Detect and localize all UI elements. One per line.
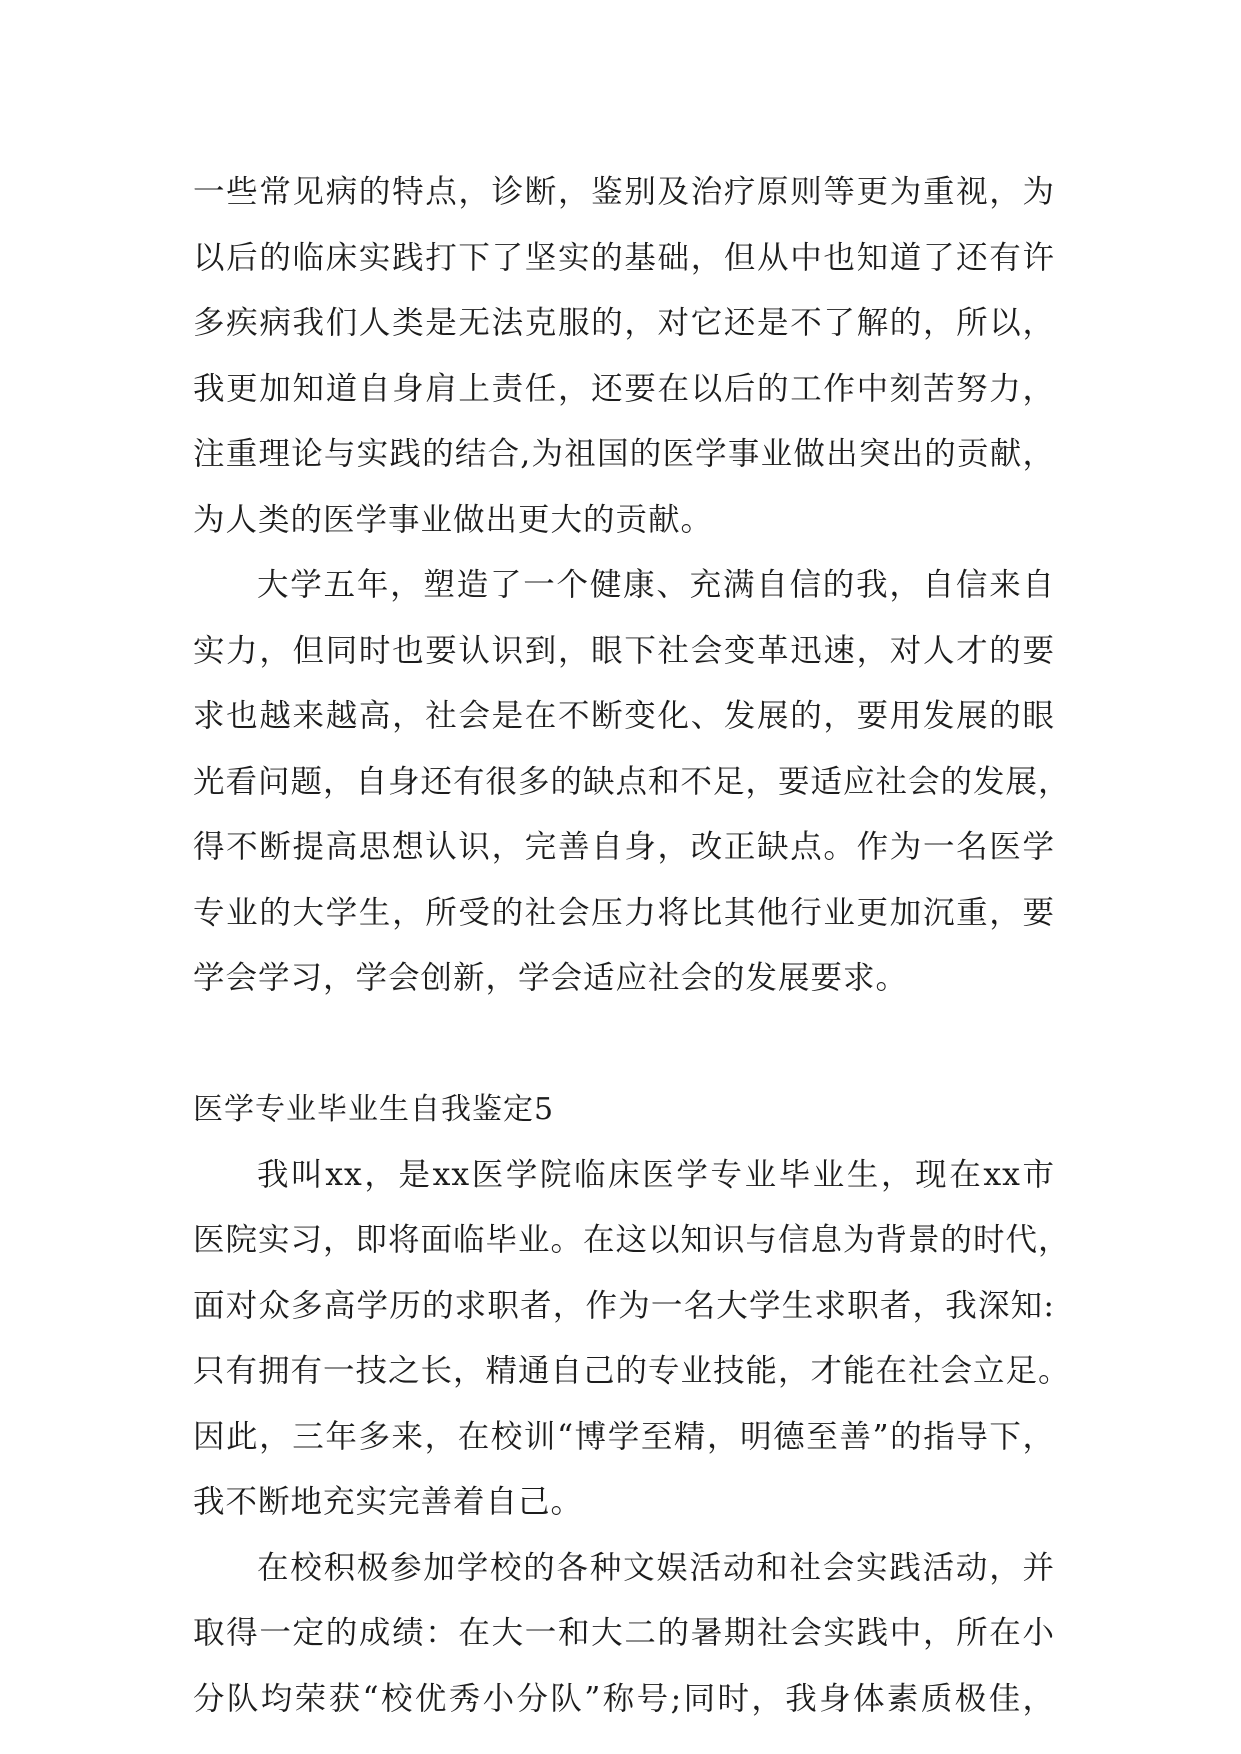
- text-line: 我不断地充实完善着自己。: [193, 1484, 584, 1520]
- section-heading: 医学专业毕业生自我鉴定5: [193, 1092, 555, 1127]
- text-line: 分队均荣获“校优秀小分队”称号;同时，我身体素质极佳，: [193, 1680, 1055, 1717]
- paragraph-1: [193, 160, 1055, 553]
- paragraph-2: [193, 553, 1071, 1012]
- paragraph-3: [193, 1143, 1071, 1536]
- text-line: 专业的大学生，所受的社会压力将比其他行业更加沉重，要: [193, 894, 1055, 931]
- text-line: 取得一定的成绩：在大一和大二的暑期社会实践中，所在小: [193, 1615, 1055, 1651]
- text-line: 以后的临床实践打下了坚实的基础，但从中也知道了还有许: [193, 239, 1055, 276]
- text-line: 在校积极参加学校的各种文娱活动和社会实践活动，并: [257, 1549, 1055, 1586]
- text-line: 实力，但同时也要认识到，眼下社会变革迅速，对人才的要: [193, 632, 1055, 669]
- text-line: 注重理论与实践的结合,为祖国的医学事业做出突出的贡献，: [193, 436, 1055, 472]
- text-line: 光看问题，自身还有很多的缺点和不足，要适应社会的发展，: [193, 763, 1071, 800]
- text-line: 面对众多高学历的求职者，作为一名大学生求职者，我深知:: [193, 1287, 1055, 1324]
- text-line: 一些常见病的特点，诊断，鉴别及治疗原则等更为重视，为: [193, 174, 1055, 210]
- text-line: 我更加知道自身肩上责任，还要在以后的工作中刻苦努力，: [193, 370, 1055, 407]
- text-line: 因此，三年多来，在校训“博学至精，明德至善”的指导下，: [193, 1418, 1055, 1455]
- document-body: [193, 160, 1071, 1732]
- text-line: 我叫xx，是xx医学院临床医学专业毕业生，现在xx市: [257, 1156, 1055, 1193]
- text-line: 为人类的医学事业做出更大的贡献。: [193, 501, 714, 538]
- text-line: 得不断提高思想认识，完善自身，改正缺点。作为一名医学: [193, 829, 1055, 865]
- paragraph-4: [193, 1536, 1055, 1733]
- text-line: 求也越来越高，社会是在不断变化、发展的，要用发展的眼: [193, 698, 1055, 734]
- text-line: 只有拥有一技之长，精通自己的专业技能，才能在社会立足。: [193, 1353, 1071, 1389]
- text-line: 医院实习，即将面临毕业。在这以知识与信息为背景的时代，: [193, 1222, 1071, 1258]
- text-line: 学会学习，学会创新，学会适应社会的发展要求。: [193, 960, 909, 996]
- text-line: 多疾病我们人类是无法克服的，对它还是不了解的，所以，: [193, 305, 1055, 341]
- blank-line: [193, 1012, 1055, 1078]
- text-line: 大学五年，塑造了一个健康、充满自信的我，自信来自: [257, 567, 1055, 603]
